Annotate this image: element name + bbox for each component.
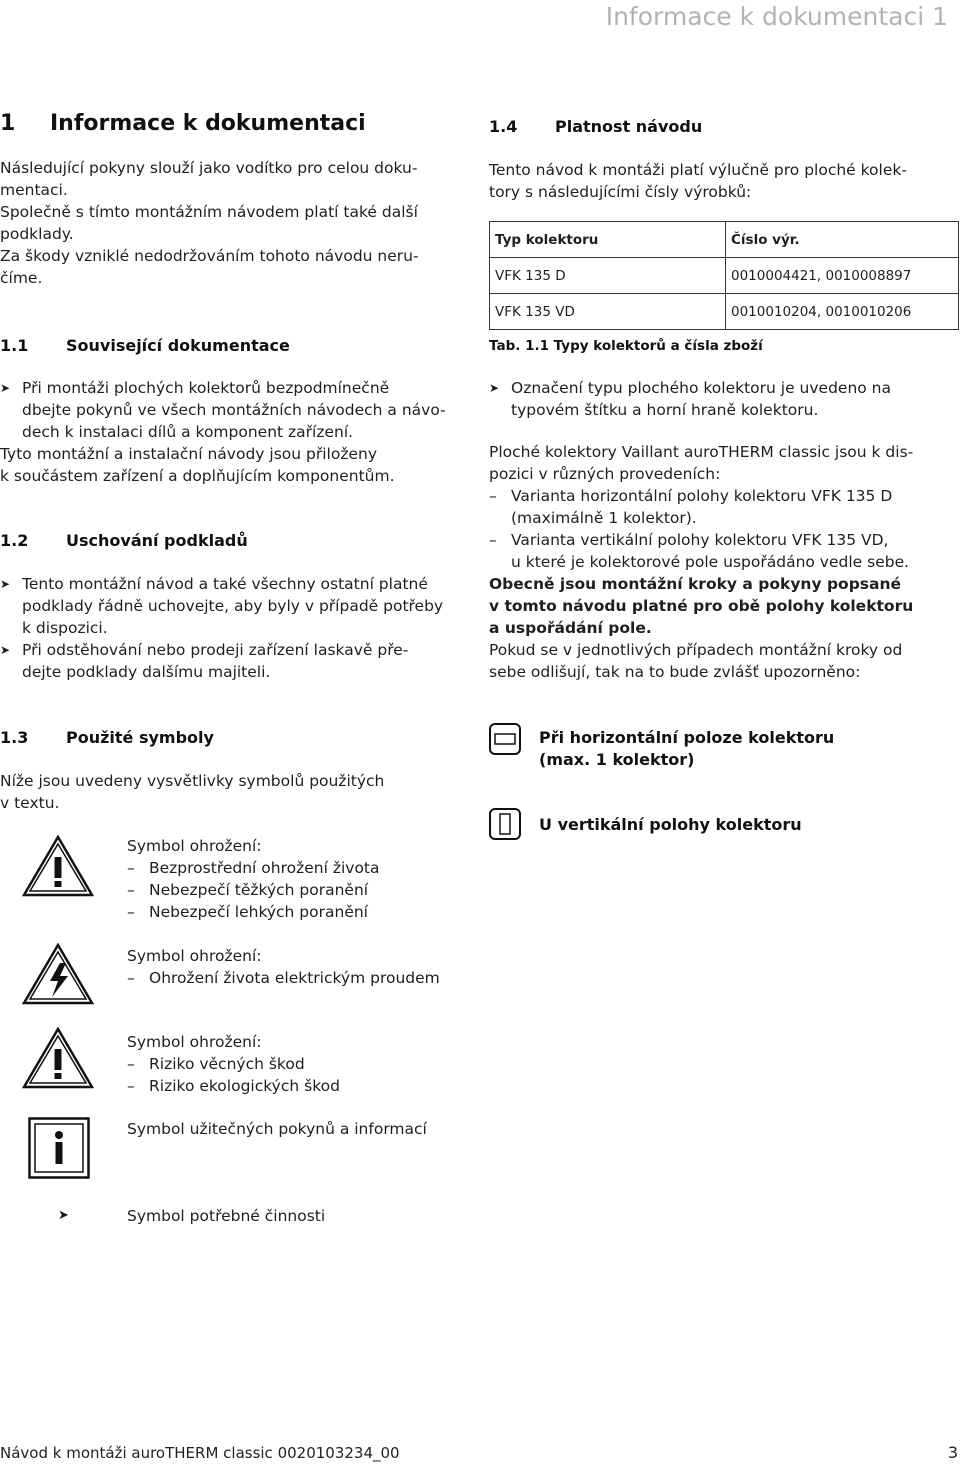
table-row (490, 258, 959, 294)
text-line: podklady řádně uchovejte, aby byly v případě potřeby (22, 597, 444, 615)
table-cell: VFK 135 VD (490, 294, 726, 330)
table-cell: 0010004421, 0010008897 (726, 258, 959, 294)
section-1-intro (0, 157, 470, 289)
action-bullet (0, 639, 475, 683)
section-1-3-heading (0, 728, 214, 747)
list-item (489, 529, 959, 573)
text-line: ➤ Tento montážní návod a také všechny ostatní platné (22, 575, 428, 593)
symbol-description: Symbol užitečných pokynů a informací (127, 1120, 427, 1138)
list-item: – Riziko věcných škod (127, 1053, 340, 1075)
column-header: Číslo výr. (726, 222, 959, 258)
footer-document-title: Návod k montáži auroTHERM classic 0020103234_00 (0, 1444, 400, 1462)
table-caption: Tab. 1.1 Typy kolektorů a čísla zboží (489, 338, 763, 354)
table-header-row (490, 222, 959, 258)
running-header: Informace k dokumentaci 1 (605, 2, 948, 31)
text-line: Následující pokyny slouží jako vodítko pro celou doku- (0, 159, 418, 177)
text-line: Níže jsou uvedeny vysvětlivky symbolů použitých (0, 772, 385, 790)
text-line: ➤ Při odstěhování nebo prodeji zařízení laskavě pře- (22, 641, 409, 659)
section-1-2-body (0, 573, 475, 683)
caution-icon (22, 1027, 94, 1093)
section-title: Související dokumentace (66, 336, 290, 355)
text-line: – Varianta horizontální polohy kolektoru VFK 135 D (511, 487, 893, 505)
action-bullet (0, 573, 475, 639)
symbol-description (127, 835, 380, 923)
table-cell: VFK 135 D (490, 258, 726, 294)
text-line: (max. 1 kolektor) (539, 750, 695, 769)
table-row (490, 294, 959, 330)
horizontal-position-label (539, 727, 834, 771)
list-item: – Riziko ekologických škod (127, 1075, 340, 1097)
action-bullet (489, 377, 959, 421)
text-line: v textu. (0, 794, 60, 812)
text-line: Společně s tímto montážním návodem platí také další (0, 203, 418, 221)
section-number: 1.4 (489, 117, 518, 136)
text-line: Tento návod k montáži platí výlučně pro ploché kolek- (489, 161, 907, 179)
text-line: Obecně jsou montážní kroky a pokyny popsané (489, 575, 902, 593)
list-item: – Nebezpečí těžkých poranění (127, 879, 380, 901)
text-line: a uspořádání pole. (489, 619, 652, 637)
text-line: ➤ Při montáži plochých kolektorů bezpodmínečně (22, 379, 390, 397)
text-line: pozici v různých provedeních: (489, 465, 721, 483)
text-line: (maximálně 1 kolektor). (511, 509, 697, 527)
symbol-heading: Symbol ohrožení: (127, 837, 262, 855)
text-line: ➤ Označení typu plochého kolektoru je uvedeno na (511, 379, 891, 397)
section-title: Uschování podkladů (66, 531, 248, 550)
text-line: – Varianta vertikální polohy kolektoru VFK 135 VD, (511, 531, 889, 549)
section-number: 1.3 (0, 728, 29, 747)
section-1-1-heading (0, 336, 290, 355)
section-number: 1 (0, 111, 16, 136)
text-line: tory s následujícími čísly výrobků: (489, 183, 752, 201)
page-number: 3 (947, 1443, 958, 1462)
action-bullet (0, 377, 475, 443)
column-header: Typ kolektoru (490, 222, 726, 258)
text-line: k dispozici. (22, 619, 108, 637)
section-1-4-body (489, 377, 959, 683)
list-item (489, 485, 959, 529)
list-item: – Bezprostřední ohrožení života (127, 857, 380, 879)
vertical-position-label: U vertikální polohy kolektoru (539, 815, 802, 834)
list-item: – Nebezpečí lehkých poranění (127, 901, 380, 923)
text-line: číme. (0, 269, 43, 287)
section-1-3-intro (0, 770, 470, 814)
text-line: k součástem zařízení a doplňujícím komponentům. (0, 467, 395, 485)
symbol-description (127, 1031, 340, 1097)
text-line: v tomto návodu platné pro obě polohy kolektoru (489, 597, 914, 615)
symbol-description (127, 945, 440, 989)
symbol-heading: Symbol ohrožení: (127, 1033, 262, 1051)
text-line: Tyto montážní a instalační návody jsou přiloženy (0, 445, 377, 463)
text-line: Při horizontální poloze kolektoru (539, 728, 835, 747)
section-1-4-heading (489, 117, 702, 136)
bold-note (489, 573, 959, 639)
danger-warning-icon (22, 835, 94, 901)
section-1-2-heading (0, 531, 248, 550)
section-number: 1.2 (0, 531, 29, 550)
text-line: u které je kolektorové pole uspořádáno vedle sebe. (511, 553, 910, 571)
section-1-heading (0, 111, 366, 136)
text-line: mentaci. (0, 181, 68, 199)
text-line: typovém štítku a horní hraně kolektoru. (511, 401, 819, 419)
info-icon (28, 1117, 90, 1183)
text-line: dejte podklady dalšímu majiteli. (22, 663, 271, 681)
symbol-heading: Symbol ohrožení: (127, 947, 262, 965)
text-line: sebe odlišují, tak na to bude zvlášť upozorněno: (489, 663, 861, 681)
symbol-description: Symbol potřebné činnosti (127, 1207, 326, 1225)
section-title: Informace k dokumentaci (50, 111, 366, 136)
list-item: – Ohrožení života elektrickým proudem (127, 967, 440, 989)
text-line: Pokud se v jednotlivých případech montážní kroky od (489, 641, 903, 659)
text-line: podklady. (0, 225, 74, 243)
arrow-bullet-icon: ➤ (58, 1208, 69, 1223)
text-line: Za škody vzniklé nedodržováním tohoto návodu neru- (0, 247, 419, 265)
table-cell: 0010010204, 0010010206 (726, 294, 959, 330)
text-line: Ploché kolektory Vaillant auroTHERM classic jsou k dis- (489, 443, 914, 461)
section-1-1-body (0, 377, 475, 487)
section-title: Platnost návodu (555, 117, 703, 136)
section-1-4-intro (489, 159, 959, 203)
section-title: Použité symboly (66, 728, 214, 747)
text-line: dech k instalaci dílů a komponent zařízení. (22, 423, 354, 441)
section-number: 1.1 (0, 336, 29, 355)
horizontal-position-icon (489, 723, 521, 759)
vertical-position-icon (489, 808, 521, 844)
electric-shock-icon (22, 943, 94, 1009)
text-line: dbejte pokynů ve všech montážních návodech a návo- (22, 401, 446, 419)
product-table (489, 221, 959, 330)
